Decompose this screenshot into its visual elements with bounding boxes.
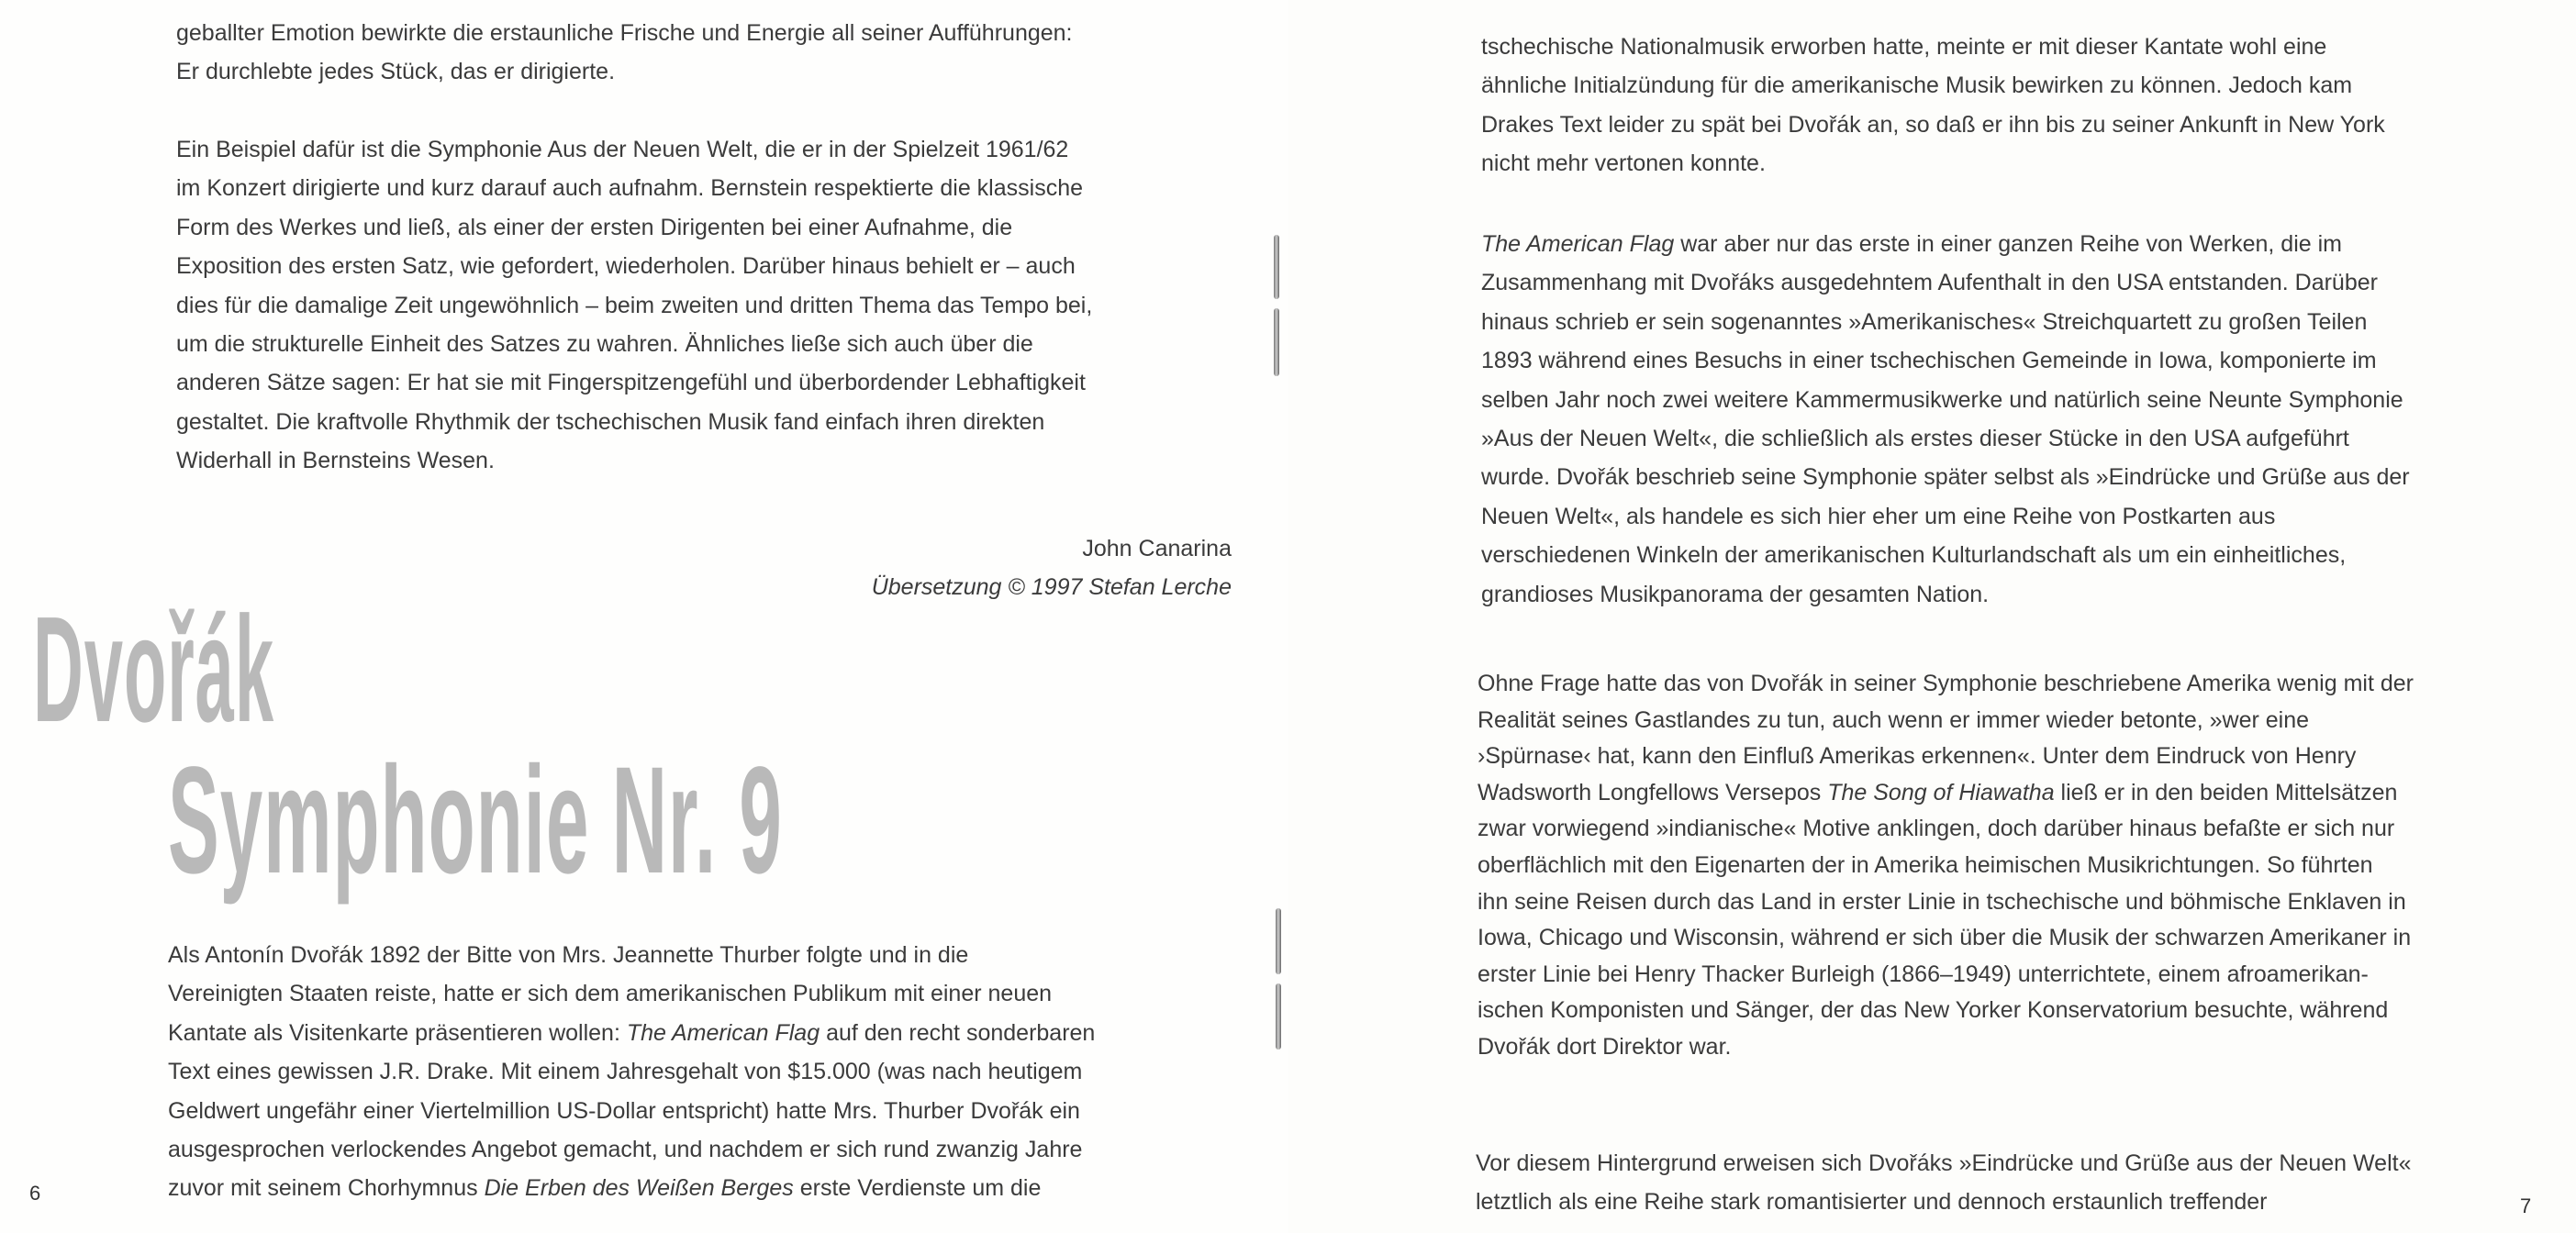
- text-line: Als Antonín Dvořák 1892 der Bitte von Mrs. Jeannette Thurber folgte und in die: [168, 942, 969, 968]
- text-line: verschiedenen Winkeln der amerikanischen Kulturlandschaft als um ein einheitliches,: [1481, 542, 2347, 569]
- italic-title: The Song of Hiawatha: [1827, 779, 2055, 805]
- staple-mark: [1276, 983, 1281, 1050]
- text-line: zwar vorwiegend »indianische« Motive anklingen, doch darüber hinaus befaßte er sich nur: [1478, 816, 2395, 842]
- staple-mark: [1274, 235, 1279, 299]
- text-line: anderen Sätze sagen: Er hat sie mit Fingerspitzengefühl und überbordender Lebhaftigkeit: [176, 370, 1086, 396]
- paragraph: [1478, 666, 2414, 1066]
- text-line: [1478, 775, 2414, 812]
- text-line: im Konzert dirigierte und kurz darauf auch aufnahm. Bernstein respektierte die klassische: [176, 175, 1084, 202]
- text-line: oberflächlich mit den Eigenarten der in Amerika heimischen Musikrichtungen. So führten: [1478, 851, 2373, 878]
- text-line: Er durchlebte jedes Stück, das er dirigierte.: [176, 59, 616, 85]
- text-line: ausgesprochen verlockendes Angebot gemacht, und nachdem er sich rund zwanzig Jahre: [168, 1136, 1083, 1162]
- text-line: [168, 1014, 1095, 1052]
- text-segment: zuvor mit seinem Chorhymnus: [168, 1175, 485, 1202]
- paragraph: [168, 936, 1095, 1208]
- text-segment: ließ er in den beiden Mittelsätzen: [2054, 779, 2398, 805]
- text-line: Ohne Frage hatte das von Dvořák in seiner Symphonie beschriebene Amerika wenig mit der: [1478, 671, 2414, 696]
- text-line: nicht mehr vertonen konnte.: [1481, 150, 1766, 177]
- paragraph: [1476, 1144, 2411, 1222]
- text-line: Neuen Welt«, als handele es sich hier eher um eine Reihe von Postkarten aus: [1481, 503, 2276, 529]
- author-name: John Canarina: [1082, 536, 1232, 561]
- text-line: ›Spürnase‹ hat, kann den Einfluß Amerikas erkennen«. Unter dem Eindruck von Henry: [1478, 743, 2357, 770]
- text-line: Text eines gewissen J.R. Drake. Mit einem Jahresgehalt von $15.000 (was nach heutigem: [168, 1059, 1083, 1085]
- text-line: Exposition des ersten Satz, wie gefordert, wiederholen. Darüber hinaus behielt er – auch: [176, 253, 1076, 280]
- text-line: erster Linie bei Henry Thacker Burleigh (1866–1949) unterrichtete, einem afroamerikan-: [1478, 961, 2369, 987]
- text-line: letztlich als eine Reihe stark romantisierter und dennoch erstaunlich treffender: [1476, 1189, 2268, 1216]
- paragraph: [1481, 28, 2385, 183]
- text-segment: Kantate als Visitenkarte präsentieren wollen:: [168, 1019, 627, 1046]
- text-line: ihn seine Reisen durch das Land in erster Linie in tschechische und böhmische Enklaven in: [1478, 888, 2406, 915]
- text-line: Dvořák dort Direktor war.: [1478, 1033, 1732, 1060]
- page-number: 7: [2520, 1194, 2532, 1217]
- signature-block: [0, 0, 1232, 642]
- text-line: um die strukturelle Einheit des Satzes zu wahren. Ähnliches ließe sich auch über die: [176, 330, 1033, 357]
- right-page: [1288, 0, 2576, 1233]
- text-line: hinaus schrieb er sein sogenanntes »Amerikanisches« Streichquartett zu großen Teilen: [1481, 308, 2368, 335]
- italic-title: Die Erben des Weißen Berges: [484, 1175, 794, 1202]
- text-segment: erste Verdienste um die: [793, 1175, 1042, 1202]
- text-line: dies für die damalige Zeit ungewöhnlich – beim zweiten und dritten Thema das Tempo bei,: [176, 292, 1093, 318]
- text-line: ischen Komponisten und Sänger, der das New Yorker Konservatorium besuchte, während: [1478, 997, 2389, 1024]
- text-line: Ein Beispiel dafür ist die Symphonie Aus der Neuen Welt, die er in der Spielzeit 1961/62: [176, 137, 1069, 162]
- text-line: Form des Werkes und ließ, als einer der ersten Dirigenten bei einer Aufnahme, die: [176, 214, 1013, 240]
- text-line: wurde. Dvořák beschrieb seine Symphonie später selbst als »Eindrücke und Grüße aus der: [1481, 464, 2410, 491]
- text-line: Widerhall in Bernsteins Wesen.: [176, 448, 495, 474]
- text-line: [1481, 225, 2410, 263]
- text-line: grandioses Musikpanorama der gesamten Nation.: [1481, 581, 1990, 607]
- title-work: Symphonie Nr. 9: [168, 736, 783, 905]
- italic-title: The American Flag: [1481, 231, 1675, 257]
- text-line: 1893 während eines Besuchs in einer tschechischen Gemeinde in Iowa, komponierte im: [1481, 348, 2377, 374]
- text-line: geballter Emotion bewirkte die erstaunliche Frische und Energie all seiner Aufführungen:: [176, 20, 1073, 46]
- text-segment: auf den recht sonderbaren: [820, 1019, 1096, 1046]
- text-line: Realität seines Gastlandes zu tun, auch wenn er immer wieder betonte, »wer eine: [1478, 706, 2310, 733]
- text-line: Zusammenhang mit Dvořáks ausgedehntem Aufenthalt in den USA entstanden. Darüber: [1481, 270, 2378, 296]
- page-number: 6: [29, 1182, 41, 1205]
- text-line: tschechische Nationalmusik erworben hatte, meinte er mit dieser Kantate wohl eine: [1481, 34, 2327, 60]
- text-segment: war aber nur das erste in einer ganzen Reihe von Werken, die im: [1674, 231, 2342, 257]
- text-line: Drakes Text leider zu spät bei Dvořák an, so daß er ihn bis zu seiner Ankunft in New York: [1481, 111, 2385, 138]
- staple-mark: [1274, 308, 1279, 376]
- text-line: ähnliche Initialzündung für die amerikanische Musik bewirken zu können. Jedoch kam: [1481, 72, 2353, 99]
- text-line: Geldwert ungefähr einer Viertelmillion US-Dollar entspricht) hatte Mrs. Thurber Dvořák ein: [168, 1097, 1080, 1124]
- paragraph: [1481, 225, 2410, 614]
- staple-mark: [1276, 908, 1281, 974]
- text-line: Iowa, Chicago und Wisconsin, während er sich über die Musik der schwarzen Amerikaner in: [1478, 925, 2412, 951]
- text-line: [168, 1169, 1095, 1207]
- title-composer: Dvořák: [33, 585, 275, 753]
- text-segment: Wadsworth Longfellows Versepos: [1478, 779, 1828, 805]
- text-line: selben Jahr noch zwei weitere Kammermusikwerke und natürlich seine Neunte Symphonie: [1481, 386, 2403, 413]
- text-line: Vor diesem Hintergrund erweisen sich Dvořáks »Eindrücke und Grüße aus der Neuen Welt«: [1476, 1150, 2412, 1176]
- text-line: Vereinigten Staaten reiste, hatte er sich dem amerikanischen Publikum mit einer neuen: [168, 981, 1053, 1007]
- translation-credit: Übersetzung © 1997 Stefan Lerche: [871, 574, 1232, 600]
- text-line: gestaltet. Die kraftvolle Rhythmik der tschechischen Musik fand einfach ihren direkten: [176, 408, 1045, 435]
- italic-title: The American Flag: [626, 1019, 820, 1046]
- text-line: »Aus der Neuen Welt«, die schließlich als erstes dieser Stücke in den USA aufgeführt: [1481, 425, 2349, 451]
